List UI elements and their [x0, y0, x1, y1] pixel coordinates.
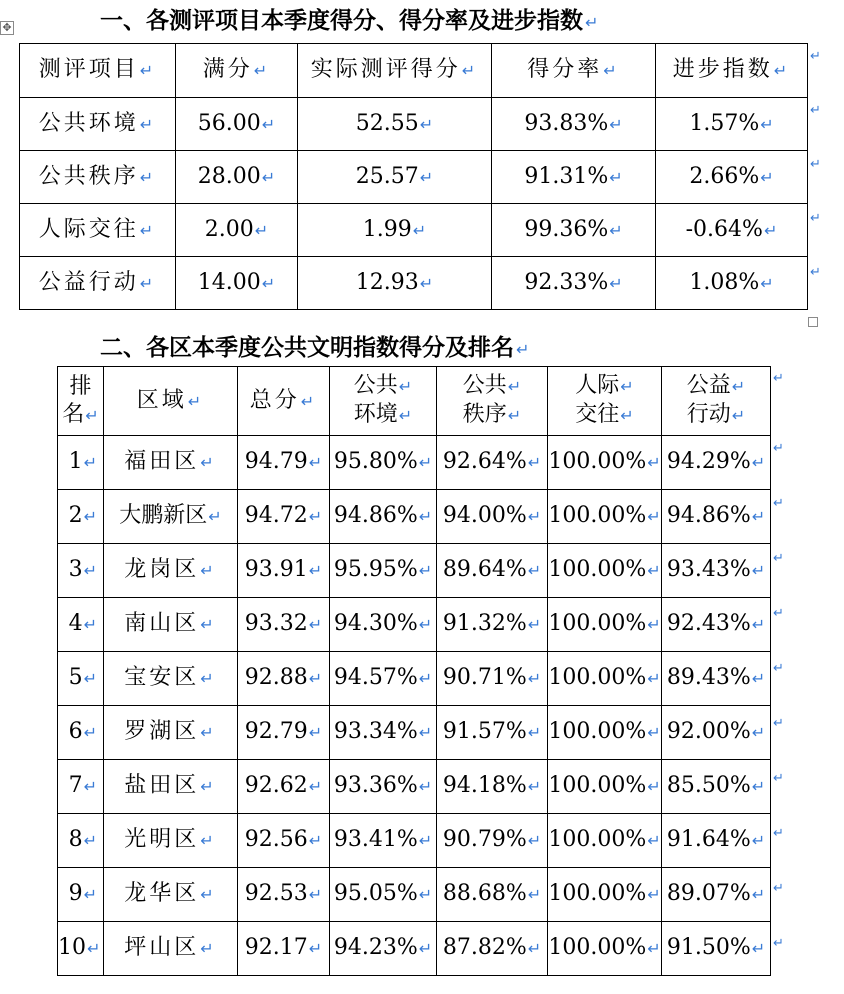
table-cell: 1.99↵: [298, 204, 492, 257]
table-cell: 87.82%↵: [437, 922, 548, 976]
table-cell: 人际交往↵: [20, 204, 176, 257]
cell-mark-icon: ↵: [139, 114, 157, 134]
cell-mark-icon: ↵: [261, 114, 276, 134]
cell-mark-icon: ↵: [300, 391, 318, 411]
table-cell: 100.00%↵: [548, 922, 662, 976]
table-cell: 1.57%↵: [656, 98, 808, 151]
cell-mark-icon: ↵: [85, 405, 99, 425]
row-end-mark-icon: ↵: [773, 441, 784, 456]
cell-mark-icon: ↵: [200, 615, 217, 634]
cell-mark-icon: ↵: [751, 453, 766, 472]
row-end-mark-icon: ↵: [810, 265, 821, 280]
cell-mark-icon: ↵: [418, 885, 433, 904]
cell-mark-icon: ↵: [412, 220, 427, 240]
cell-mark-icon: ↵: [760, 114, 774, 134]
cell-mark-icon: ↵: [83, 615, 97, 634]
table-cell: 100.00%↵: [548, 868, 662, 922]
cell-mark-icon: ↵: [751, 885, 766, 904]
row-end-mark-icon: ↵: [810, 157, 821, 172]
table-row: [20, 98, 808, 151]
cell-mark-icon: ↵: [418, 723, 433, 742]
table-cell: 92.17↵: [238, 922, 330, 976]
header-cell-rank: 排 名↵: [58, 367, 104, 436]
table-cell: 100.00%↵: [548, 490, 662, 544]
section-title-2: [100, 333, 529, 365]
cell-mark-icon: ↵: [187, 391, 205, 411]
table-cell: 92.53↵: [238, 868, 330, 922]
cell-mark-icon: ↵: [139, 61, 157, 80]
cell-mark-icon: ↵: [200, 453, 217, 472]
cell-mark-icon: ↵: [620, 406, 634, 425]
table-cell: 14.00↵: [176, 257, 298, 310]
table-cell: 89.43%↵: [662, 652, 771, 706]
table-row: [20, 257, 808, 310]
district-cell: 光明区↵: [104, 814, 238, 868]
cell-mark-icon: ↵: [461, 61, 479, 80]
table-cell: 88.68%↵: [437, 868, 548, 922]
table-header-row: [20, 44, 808, 98]
cell-mark-icon: ↵: [751, 561, 766, 580]
cell-mark-icon: ↵: [308, 777, 323, 796]
row-end-mark-icon: ↵: [773, 771, 784, 786]
table-cell: 56.00↵: [176, 98, 298, 151]
cell-mark-icon: ↵: [261, 167, 276, 187]
cell-mark-icon: ↵: [751, 507, 766, 526]
table-cell: 公共环境↵: [20, 98, 176, 151]
rank-cell: 2↵: [58, 490, 104, 544]
row-end-mark-icon: ↵: [773, 371, 784, 386]
row-end-mark-icon: ↵: [773, 936, 784, 951]
district-cell: 大鹏新区↵: [104, 490, 238, 544]
table-cell: 92.33%↵: [492, 257, 656, 310]
district-cell: 罗湖区↵: [104, 706, 238, 760]
row-end-mark-icon: ↵: [773, 606, 784, 621]
cell-mark-icon: ↵: [603, 61, 620, 80]
row-end-mark-icon: ↵: [773, 826, 784, 841]
cell-mark-icon: ↵: [773, 61, 791, 80]
table-cell: 1.08%↵: [656, 257, 808, 310]
header-cell: 实际测评得分↵: [298, 44, 492, 98]
table-row: [58, 490, 771, 544]
rank-cell: 6↵: [58, 706, 104, 760]
table-cell: 94.00%↵: [437, 490, 548, 544]
table-cell: 95.05%↵: [330, 868, 437, 922]
table-cell: 99.36%↵: [492, 204, 656, 257]
cell-mark-icon: ↵: [261, 273, 276, 293]
rank-cell: 7↵: [58, 760, 104, 814]
cell-mark-icon: ↵: [83, 507, 97, 526]
cell-mark-icon: ↵: [609, 167, 623, 187]
table-cell: 93.83%↵: [492, 98, 656, 151]
table-cell: 91.50%↵: [662, 922, 771, 976]
cell-mark-icon: ↵: [647, 669, 661, 688]
header-cell-order: 公共↵ 秩序↵: [437, 367, 548, 436]
rank-cell: 9↵: [58, 868, 104, 922]
paragraph-mark-icon: ↵: [585, 13, 599, 32]
cell-mark-icon: ↵: [308, 669, 323, 688]
cell-mark-icon: ↵: [83, 561, 97, 580]
cell-mark-icon: ↵: [763, 220, 778, 240]
cell-mark-icon: ↵: [254, 220, 269, 240]
table-cell: 100.00%↵: [548, 436, 662, 490]
cell-mark-icon: ↵: [507, 377, 522, 396]
table-cell: 92.62↵: [238, 760, 330, 814]
header-cell: 满分↵: [176, 44, 298, 98]
cell-mark-icon: ↵: [507, 406, 522, 425]
cell-mark-icon: ↵: [527, 507, 542, 526]
table-cell: 94.86%↵: [662, 490, 771, 544]
cell-mark-icon: ↵: [253, 61, 271, 80]
row-end-mark-icon: ↵: [810, 49, 821, 64]
table-cell: 95.95%↵: [330, 544, 437, 598]
table-cell: 91.32%↵: [437, 598, 548, 652]
district-ranking-table: [57, 366, 771, 976]
cell-mark-icon: ↵: [527, 777, 542, 796]
table-cell: 91.64%↵: [662, 814, 771, 868]
paragraph-mark-icon: ↵: [516, 340, 530, 359]
table-cell: 85.50%↵: [662, 760, 771, 814]
table-cell: 94.30%↵: [330, 598, 437, 652]
table-cell: 92.43%↵: [662, 598, 771, 652]
cell-mark-icon: ↵: [751, 723, 766, 742]
cell-mark-icon: ↵: [527, 453, 542, 472]
table-cell: 94.79↵: [238, 436, 330, 490]
cell-mark-icon: ↵: [647, 507, 661, 526]
evaluation-items-table: [19, 43, 808, 310]
table-cell: 91.31%↵: [492, 151, 656, 204]
header-cell-interaction: 人际↵ 交往↵: [548, 367, 662, 436]
section-title-1-text: 一、各测评项目本季度得分、得分率及进步指数: [100, 8, 583, 34]
table-cell: 89.64%↵: [437, 544, 548, 598]
table-cell: 93.32↵: [238, 598, 330, 652]
cell-mark-icon: ↵: [419, 114, 434, 134]
table-cell: 95.80%↵: [330, 436, 437, 490]
cell-mark-icon: ↵: [760, 167, 774, 187]
cell-mark-icon: ↵: [139, 167, 157, 187]
cell-mark-icon: ↵: [418, 669, 433, 688]
table-cell: 92.56↵: [238, 814, 330, 868]
table-row: [58, 868, 771, 922]
table-cell: 93.91↵: [238, 544, 330, 598]
header-cell-total: 总分↵: [238, 367, 330, 436]
cell-mark-icon: ↵: [200, 939, 217, 958]
cell-mark-icon: ↵: [751, 669, 766, 688]
cell-mark-icon: ↵: [418, 777, 433, 796]
rank-cell: 4↵: [58, 598, 104, 652]
cell-mark-icon: ↵: [83, 723, 97, 742]
table-cell: 100.00%↵: [548, 598, 662, 652]
table-resize-handle-icon[interactable]: [808, 317, 818, 327]
cell-mark-icon: ↵: [308, 615, 323, 634]
cell-mark-icon: ↵: [419, 273, 434, 293]
cell-mark-icon: ↵: [751, 615, 766, 634]
table-cell: 94.57%↵: [330, 652, 437, 706]
rank-cell: 3↵: [58, 544, 104, 598]
table-cell: 93.34%↵: [330, 706, 437, 760]
district-cell: 坪山区↵: [104, 922, 238, 976]
cell-mark-icon: ↵: [200, 831, 217, 850]
table-row: [58, 652, 771, 706]
row-end-mark-icon: ↵: [810, 103, 821, 118]
table-cell: 89.07%↵: [662, 868, 771, 922]
section-title-2-text: 二、各区本季度公共文明指数得分及排名: [100, 335, 514, 361]
cell-mark-icon: ↵: [139, 273, 157, 293]
table-cell: 公共秩序↵: [20, 151, 176, 204]
table-cell: 94.29%↵: [662, 436, 771, 490]
table-cell: 94.23%↵: [330, 922, 437, 976]
cell-mark-icon: ↵: [83, 885, 97, 904]
cell-mark-icon: ↵: [83, 669, 97, 688]
district-cell: 龙岗区↵: [104, 544, 238, 598]
cell-mark-icon: ↵: [418, 615, 433, 634]
header-cell: 测评项目↵: [20, 44, 176, 98]
table-cell: 28.00↵: [176, 151, 298, 204]
table-cell: 94.18%↵: [437, 760, 548, 814]
cell-mark-icon: ↵: [527, 939, 542, 958]
cell-mark-icon: ↵: [731, 377, 746, 396]
table-cell: 92.00%↵: [662, 706, 771, 760]
table-cell: 100.00%↵: [548, 652, 662, 706]
cell-mark-icon: ↵: [647, 615, 661, 634]
table-cell: 100.00%↵: [548, 760, 662, 814]
district-cell: 龙华区↵: [104, 868, 238, 922]
cell-mark-icon: ↵: [308, 831, 323, 850]
cell-mark-icon: ↵: [527, 723, 542, 742]
cell-mark-icon: ↵: [200, 561, 217, 580]
table-row: [58, 814, 771, 868]
district-cell: 宝安区↵: [104, 652, 238, 706]
table-cell: 90.71%↵: [437, 652, 548, 706]
cell-mark-icon: ↵: [308, 885, 323, 904]
table-cell: 92.79↵: [238, 706, 330, 760]
cell-mark-icon: ↵: [647, 831, 661, 850]
table-row: [58, 706, 771, 760]
cell-mark-icon: ↵: [83, 831, 97, 850]
cell-mark-icon: ↵: [527, 885, 542, 904]
cell-mark-icon: ↵: [527, 669, 542, 688]
cell-mark-icon: ↵: [751, 939, 766, 958]
table-cell: 90.79%↵: [437, 814, 548, 868]
header-cell-public-welfare: 公益↵ 行动↵: [662, 367, 771, 436]
table-row: [58, 922, 771, 976]
cell-mark-icon: ↵: [83, 453, 97, 472]
cell-mark-icon: ↵: [731, 406, 746, 425]
table-cell: 92.88↵: [238, 652, 330, 706]
header-cell-district: 区域↵: [104, 367, 238, 436]
cell-mark-icon: ↵: [647, 723, 661, 742]
cell-mark-icon: ↵: [647, 453, 661, 472]
cell-mark-icon: ↵: [527, 561, 542, 580]
cell-mark-icon: ↵: [527, 831, 542, 850]
cell-mark-icon: ↵: [200, 777, 217, 796]
rank-cell: 10↵: [58, 922, 104, 976]
cell-mark-icon: ↵: [87, 939, 101, 958]
table-cell: 92.64%↵: [437, 436, 548, 490]
cell-mark-icon: ↵: [647, 939, 661, 958]
cell-mark-icon: ↵: [609, 114, 623, 134]
cell-mark-icon: ↵: [308, 507, 323, 526]
table-cell: 2.00↵: [176, 204, 298, 257]
header-cell: 进步指数↵: [656, 44, 808, 98]
table-cell: 12.93↵: [298, 257, 492, 310]
table-move-handle-icon[interactable]: ✥: [0, 21, 14, 35]
cell-mark-icon: ↵: [308, 453, 323, 472]
cell-mark-icon: ↵: [200, 885, 217, 904]
cell-mark-icon: ↵: [418, 939, 433, 958]
district-cell: 福田区↵: [104, 436, 238, 490]
cell-mark-icon: ↵: [647, 561, 661, 580]
cell-mark-icon: ↵: [83, 777, 97, 796]
table-row: [20, 151, 808, 204]
cell-mark-icon: ↵: [647, 885, 661, 904]
cell-mark-icon: ↵: [418, 453, 433, 472]
cell-mark-icon: ↵: [609, 220, 623, 240]
cell-mark-icon: ↵: [139, 220, 157, 240]
table-cell: 100.00%↵: [548, 814, 662, 868]
cell-mark-icon: ↵: [751, 831, 766, 850]
header-cell: 得分率↵: [492, 44, 656, 98]
cell-mark-icon: ↵: [609, 273, 623, 293]
district-cell: 南山区↵: [104, 598, 238, 652]
rank-cell: 5↵: [58, 652, 104, 706]
table-cell: 91.57%↵: [437, 706, 548, 760]
cell-mark-icon: ↵: [418, 507, 433, 526]
section-title-1: [100, 6, 598, 38]
cell-mark-icon: ↵: [419, 167, 434, 187]
table-cell: 公益行动↵: [20, 257, 176, 310]
cell-mark-icon: ↵: [308, 561, 323, 580]
row-end-mark-icon: ↵: [773, 881, 784, 896]
table-cell: 93.36%↵: [330, 760, 437, 814]
district-cell: 盐田区↵: [104, 760, 238, 814]
table-header-row: [58, 367, 771, 436]
cell-mark-icon: ↵: [200, 669, 217, 688]
cell-mark-icon: ↵: [418, 831, 433, 850]
table-cell: 100.00%↵: [548, 544, 662, 598]
table-row: [20, 204, 808, 257]
table-cell: 94.86%↵: [330, 490, 437, 544]
cell-mark-icon: ↵: [527, 615, 542, 634]
table-cell: 93.41%↵: [330, 814, 437, 868]
table-cell: 25.57↵: [298, 151, 492, 204]
cell-mark-icon: ↵: [418, 561, 433, 580]
row-end-mark-icon: ↵: [773, 551, 784, 566]
table-row: [58, 544, 771, 598]
cell-mark-icon: ↵: [760, 273, 774, 293]
cell-mark-icon: ↵: [208, 507, 222, 526]
cell-mark-icon: ↵: [620, 377, 634, 396]
cell-mark-icon: ↵: [200, 723, 217, 742]
cell-mark-icon: ↵: [751, 777, 766, 796]
table-cell: 94.72↵: [238, 490, 330, 544]
table-cell: 52.55↵: [298, 98, 492, 151]
cell-mark-icon: ↵: [398, 406, 413, 425]
header-cell-environment: 公共↵ 环境↵: [330, 367, 437, 436]
row-end-mark-icon: ↵: [773, 661, 784, 676]
cell-mark-icon: ↵: [398, 377, 413, 396]
cell-mark-icon: ↵: [308, 939, 323, 958]
table-row: [58, 598, 771, 652]
rank-cell: 8↵: [58, 814, 104, 868]
table-cell: 2.66%↵: [656, 151, 808, 204]
cell-mark-icon: ↵: [647, 777, 661, 796]
cell-mark-icon: ↵: [308, 723, 323, 742]
table-cell: 100.00%↵: [548, 706, 662, 760]
table-row: [58, 760, 771, 814]
row-end-mark-icon: ↵: [773, 496, 784, 511]
row-end-mark-icon: ↵: [773, 716, 784, 731]
rank-cell: 1↵: [58, 436, 104, 490]
table-row: [58, 436, 771, 490]
table-cell: -0.64%↵: [656, 204, 808, 257]
row-end-mark-icon: ↵: [810, 211, 821, 226]
table-cell: 93.43%↵: [662, 544, 771, 598]
